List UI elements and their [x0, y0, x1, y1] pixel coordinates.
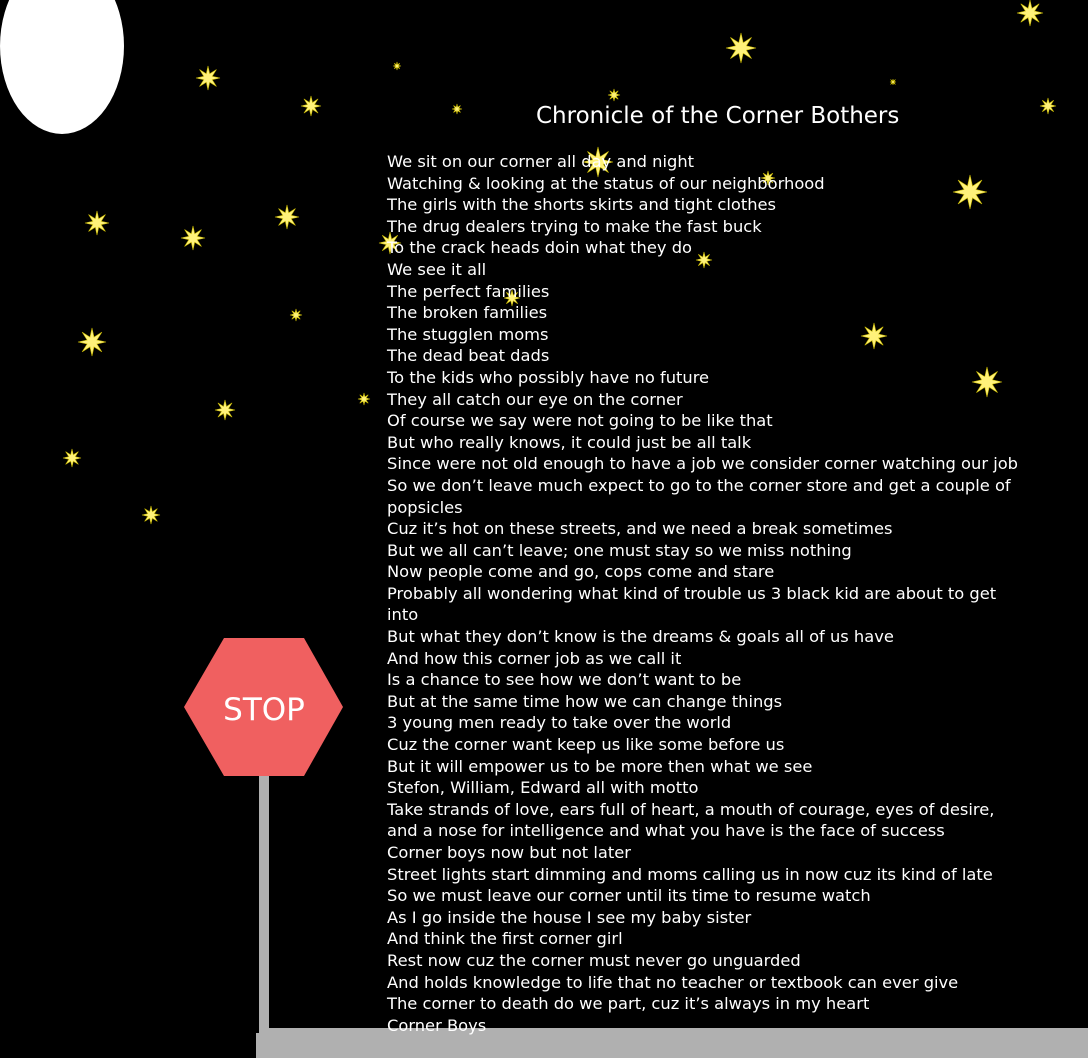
star-icon [215, 400, 235, 420]
stop-sign-label: STOP [223, 692, 305, 728]
poem-line: To the crack heads doin what they do [387, 238, 693, 258]
poem-line: We see it all [387, 259, 487, 279]
poem-line: So we don’t leave much expect to go to the corner store and get a couple of popsicles [387, 475, 1011, 517]
poem-line: Street lights start dimming and moms calling us in now cuz its kind of late [387, 864, 993, 884]
poem-line: The girls with the shorts skirts and tight clothes [387, 195, 777, 215]
poem-line: The stugglen moms [387, 324, 549, 344]
star-icon [1017, 0, 1043, 26]
poem-line: But what they don’t know is the dreams & goals all of us have [387, 627, 894, 647]
poem-line: Cuz it’s hot on these streets, and we need a break sometimes [387, 519, 893, 539]
star-icon [63, 449, 81, 467]
poem-body [387, 151, 1027, 1036]
star-icon [181, 226, 205, 250]
star-icon [890, 79, 896, 85]
star-icon [358, 393, 370, 405]
poem-line: Watching & looking at the status of our neighborhood [387, 173, 825, 193]
star-icon [393, 62, 401, 70]
poem-line: As I go inside the house I see my baby sister [387, 907, 752, 927]
poem-line: Cuz the corner want keep us like some before us [387, 735, 785, 755]
poem-line: Corner boys now but not later [387, 843, 631, 862]
poem-line: Since were not old enough to have a job we consider corner watching our job [387, 454, 1019, 474]
poem-line: Corner Boys [387, 1015, 487, 1035]
poem-line: The drug dealers trying to make the fast buck [387, 216, 762, 236]
poem-line: But we all can’t leave; one must stay so we miss nothing [387, 540, 852, 560]
sidewalk [256, 1033, 1088, 1058]
star-icon [78, 328, 106, 356]
poem-line: But it will empower us to be more then what we see [387, 756, 813, 776]
poem-line: And holds knowledge to life that no teacher or textbook can ever give [387, 972, 959, 992]
poem-line: And how this corner job as we call it [387, 648, 682, 668]
star-icon [1040, 98, 1056, 114]
poem-line: Probably all wondering what kind of trouble us 3 black kid are about to get into [387, 583, 997, 625]
star-icon [608, 89, 620, 101]
poem-line: Take strands of love, ears full of heart, a mouth of courage, eyes of desire, and a nose for intelligence and what you have is the face of success [387, 799, 995, 841]
poem-line: 3 young men ready to take over the world [387, 713, 732, 733]
poem-line: Stefon, William, Edward all with motto [387, 778, 699, 798]
poem-line: The perfect families [387, 281, 550, 301]
poem-line: To the kids who possibly have no future [387, 367, 710, 387]
star-icon [142, 506, 160, 524]
moon [0, 0, 124, 134]
star-icon [452, 104, 462, 114]
poem-line: The corner to death do we part, cuz it’s always in my heart [387, 994, 870, 1014]
sign-post [259, 775, 269, 1035]
star-icon [275, 205, 299, 229]
poem-line: So we must leave our corner until its time to resume watch [387, 886, 871, 906]
star-icon [85, 211, 109, 235]
poem-line: But who really knows, it could just be all talk [387, 432, 752, 452]
star-icon [196, 66, 220, 90]
star-icon [726, 33, 756, 63]
poem-line: And think the first corner girl [387, 929, 623, 949]
poem-line: Rest now cuz the corner must never go unguarded [387, 950, 801, 970]
poem-line: Now people come and go, cops come and stare [387, 562, 775, 582]
poem-line: They all catch our eye on the corner [387, 389, 683, 409]
poem-line: But at the same time how we can change things [387, 691, 783, 711]
poem-line: Of course we say were not going to be like that [387, 411, 773, 431]
star-icon [301, 96, 321, 116]
poem-line: The dead beat dads [387, 346, 550, 366]
poem-line: Is a chance to see how we don’t want to be [387, 670, 742, 690]
poem-line: The broken families [387, 303, 548, 323]
poem-line: We sit on our corner all day and night [387, 152, 695, 171]
star-icon [290, 309, 302, 321]
poem-title: Chronicle of the Corner Bothers [536, 103, 900, 129]
